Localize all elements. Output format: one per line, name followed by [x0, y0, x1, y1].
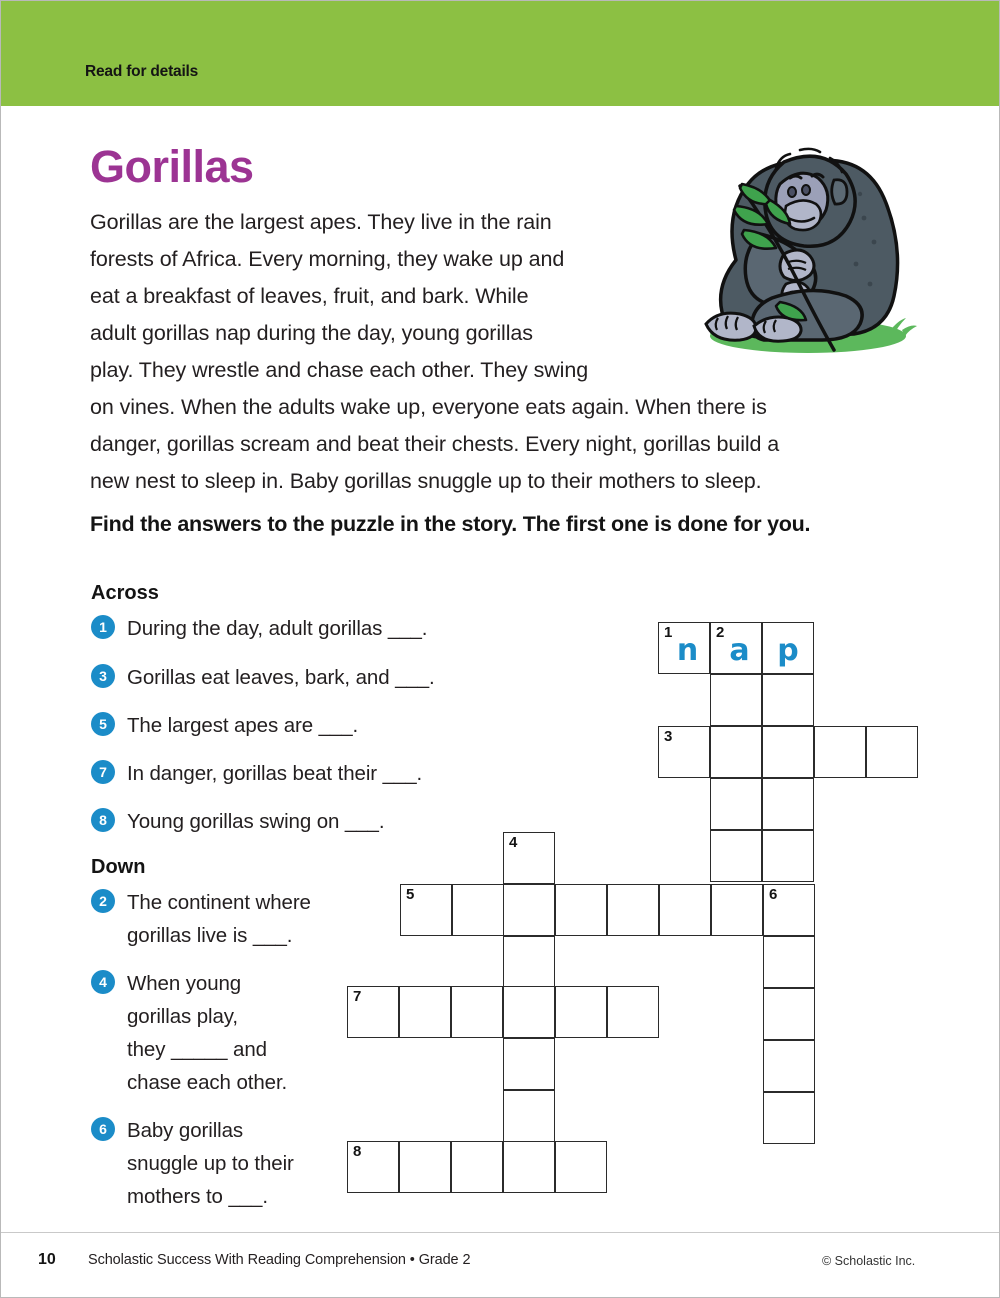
- crossword-cell[interactable]: [555, 1141, 607, 1193]
- story-line: eat a breakfast of leaves, fruit, and bark. While: [90, 284, 529, 308]
- header-band: [0, 0, 1000, 106]
- clue-across-1: [91, 612, 551, 645]
- crossword-cell[interactable]: [710, 674, 762, 726]
- footer-copyright: © Scholastic Inc.: [822, 1254, 916, 1268]
- story-line: new nest to sleep in. Baby gorillas snuggle up to their mothers to sleep.: [90, 469, 762, 493]
- crossword-cell[interactable]: [400, 884, 452, 936]
- crossword-cell[interactable]: [762, 726, 814, 778]
- crossword-cell-letter: n: [676, 633, 699, 668]
- crossword-cell[interactable]: [763, 988, 815, 1040]
- crossword-cell[interactable]: [607, 884, 659, 936]
- story-line: forests of Africa. Every morning, they wake up and: [90, 247, 565, 271]
- across-heading: Across: [91, 582, 159, 604]
- crossword-cell[interactable]: [399, 986, 451, 1038]
- clue-number: 7: [91, 760, 115, 784]
- crossword-cell-number: 4: [509, 834, 518, 851]
- crossword-cell[interactable]: [503, 1141, 555, 1193]
- crossword-cell[interactable]: [814, 726, 866, 778]
- crossword-cell[interactable]: [866, 726, 918, 778]
- crossword-cell-number: 7: [353, 988, 362, 1005]
- crossword-cell-number: 2: [716, 624, 725, 641]
- page-title: Gorillas: [90, 141, 254, 192]
- clue-text-line: they _____ and: [127, 1038, 267, 1061]
- crossword-cell[interactable]: [763, 884, 815, 936]
- clue-across-5: [91, 709, 551, 742]
- clue-text: Gorillas eat leaves, bark, and ___.: [127, 666, 435, 689]
- clue-number: 4: [91, 970, 115, 994]
- clue-text-line: mothers to ___.: [127, 1185, 268, 1208]
- clue-text: In danger, gorillas beat their ___.: [127, 762, 423, 785]
- crossword-cell[interactable]: [710, 830, 762, 882]
- instruction-text: Find the answers to the puzzle in the story. The first one is done for you.: [90, 512, 811, 536]
- crossword-cell[interactable]: [503, 1038, 555, 1090]
- clue-across-3: [91, 661, 551, 694]
- crossword-cell-number: 6: [769, 886, 778, 903]
- story-line: on vines. When the adults wake up, everyone eats again. When there is: [90, 395, 767, 419]
- story-line: adult gorillas nap during the day, young gorillas: [90, 321, 533, 345]
- clue-text-line: snuggle up to their: [127, 1152, 294, 1175]
- clue-number: 6: [91, 1117, 115, 1141]
- crossword-cell[interactable]: [451, 986, 503, 1038]
- crossword-cell[interactable]: [503, 884, 555, 936]
- crossword-cell[interactable]: [763, 1040, 815, 1092]
- crossword-cell[interactable]: [347, 1141, 399, 1193]
- crossword-cell[interactable]: [658, 622, 710, 674]
- crossword-cell[interactable]: [451, 1141, 503, 1193]
- clue-number: 2: [91, 889, 115, 913]
- crossword-cell[interactable]: [607, 986, 659, 1038]
- crossword-cell[interactable]: [555, 986, 607, 1038]
- clue-text: [127, 967, 287, 1099]
- crossword-cell[interactable]: [762, 830, 814, 882]
- down-heading: Down: [91, 856, 146, 878]
- story-paragraph: [90, 204, 918, 500]
- crossword-cell[interactable]: [503, 1090, 555, 1142]
- clue-number: 1: [91, 615, 115, 639]
- clue-text: [127, 886, 311, 952]
- crossword-cell[interactable]: [710, 778, 762, 830]
- crossword-cell-letter: p: [777, 633, 799, 668]
- clue-text-line: Baby gorillas: [127, 1119, 244, 1142]
- clue-number: 5: [91, 712, 115, 736]
- clue-text-line: chase each other.: [127, 1071, 288, 1094]
- crossword-cell-number: 8: [353, 1143, 362, 1160]
- clue-text: During the day, adult gorillas ___.: [127, 617, 428, 640]
- clue-across-7: [91, 757, 551, 790]
- crossword-cell-number: 1: [664, 624, 673, 641]
- footer-divider: [0, 1232, 1000, 1233]
- footer-page-number: 10: [38, 1251, 56, 1268]
- crossword-cell[interactable]: [658, 726, 710, 778]
- story-line: play. They wrestle and chase each other. They swing: [90, 358, 589, 382]
- crossword-cell[interactable]: [710, 622, 762, 674]
- crossword-cell-number: 5: [406, 886, 415, 903]
- clue-text: Young gorillas swing on ___.: [127, 810, 385, 833]
- crossword-cell[interactable]: [711, 884, 763, 936]
- clue-text: [127, 1114, 294, 1213]
- story-line: Gorillas are the largest apes. They live in the rain: [90, 210, 552, 234]
- crossword-cell[interactable]: [762, 778, 814, 830]
- clue-across-8: [91, 805, 551, 838]
- clue-number: 8: [91, 808, 115, 832]
- clue-text: The largest apes are ___.: [127, 714, 359, 737]
- crossword-cell[interactable]: [762, 674, 814, 726]
- crossword-cell[interactable]: [762, 622, 814, 674]
- crossword-cell[interactable]: [503, 986, 555, 1038]
- clue-down-4: [91, 967, 366, 1099]
- clue-text-line: gorillas play,: [127, 1005, 239, 1028]
- footer-book-title: Scholastic Success With Reading Comprehension • Grade 2: [88, 1252, 471, 1268]
- crossword-cell[interactable]: [710, 726, 762, 778]
- crossword-cell[interactable]: [452, 884, 504, 936]
- clue-down-2: [91, 886, 366, 952]
- crossword-cell[interactable]: [347, 986, 399, 1038]
- crossword-cell[interactable]: [399, 1141, 451, 1193]
- crossword-cell-number: 3: [664, 728, 673, 745]
- crossword-cell[interactable]: [763, 936, 815, 988]
- clue-text-line: The continent where: [127, 891, 311, 914]
- clue-text-line: gorillas live is ___.: [127, 924, 293, 947]
- crossword-cell[interactable]: [503, 936, 555, 988]
- crossword-cell-letter: a: [729, 633, 750, 668]
- clue-down-6: [91, 1114, 366, 1213]
- clue-number: 3: [91, 664, 115, 688]
- story-line: danger, gorillas scream and beat their chests. Every night, gorillas build a: [90, 432, 780, 456]
- crossword-cell[interactable]: [763, 1092, 815, 1144]
- crossword-cell[interactable]: [503, 832, 555, 884]
- crossword-cell[interactable]: [659, 884, 711, 936]
- header-label: Read for details: [85, 63, 199, 80]
- crossword-cell[interactable]: [555, 884, 607, 936]
- clue-text-line: When young: [127, 972, 242, 995]
